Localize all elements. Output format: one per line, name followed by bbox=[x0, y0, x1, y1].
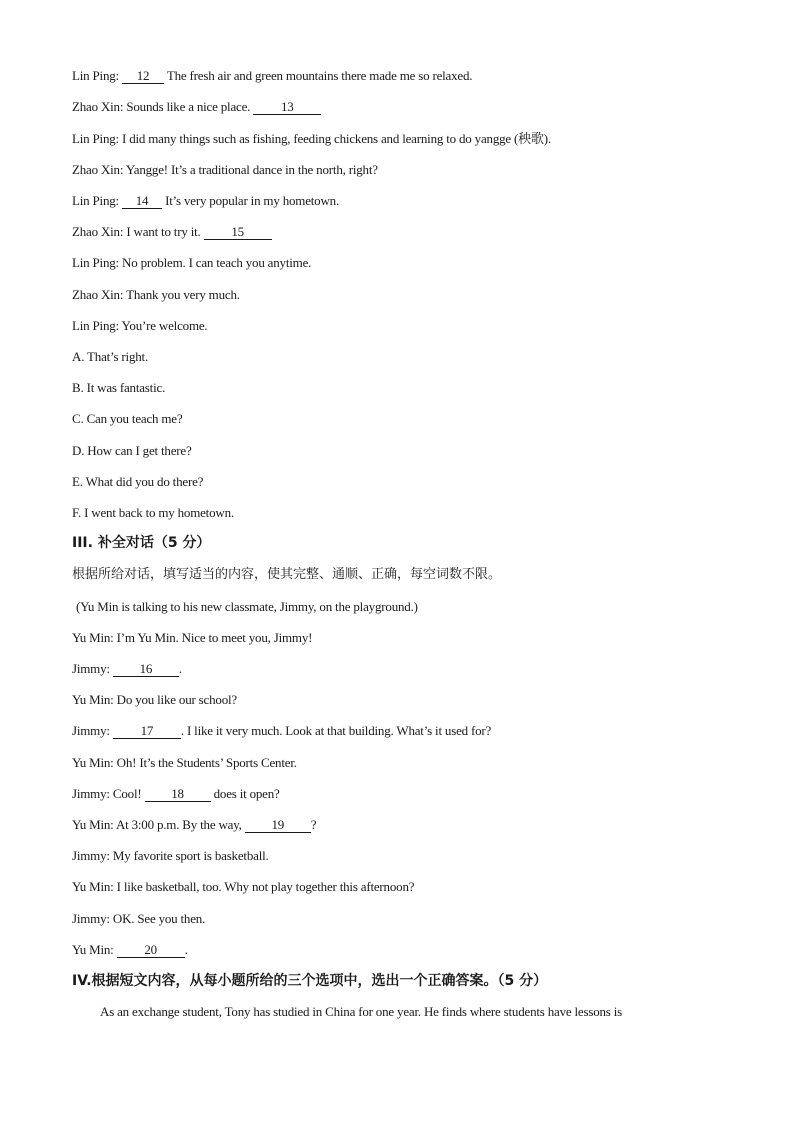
section-3-title: III. 补全对话（5 分） bbox=[72, 535, 211, 551]
blank-number: 15 bbox=[231, 224, 244, 239]
speaker: Yu Min: bbox=[72, 879, 114, 894]
line-text: Cool! bbox=[112, 786, 142, 801]
dialogue-context: (Yu Min is talking to his new classmate, Jimmy, on the playground.) bbox=[76, 599, 418, 614]
line-text: I did many things such as fishing, feeding chickens and learning to do yangge (秧歌). bbox=[122, 131, 551, 146]
speaker: Jimmy: bbox=[72, 661, 110, 676]
dialogue-line bbox=[72, 318, 207, 334]
speaker: Lin Ping: bbox=[72, 255, 119, 270]
answer-blank bbox=[204, 225, 272, 240]
blank-number: 17 bbox=[140, 723, 154, 738]
line-text: Oh! It’s the Students’ Sports Center. bbox=[116, 755, 297, 770]
line-text: You’re welcome. bbox=[121, 318, 208, 333]
option-c: C. Can you teach me? bbox=[72, 411, 183, 426]
answer-blank bbox=[113, 662, 179, 677]
line-text: Thank you very much. bbox=[126, 287, 240, 302]
dialogue-line bbox=[72, 630, 312, 646]
dialogue-line bbox=[72, 162, 378, 178]
speaker: Zhao Xin: bbox=[72, 287, 124, 302]
dialogue-line bbox=[72, 99, 321, 115]
answer-blank bbox=[122, 69, 164, 84]
line-text: No problem. I can teach you anytime. bbox=[122, 255, 312, 270]
answer-blank bbox=[113, 724, 181, 739]
dialogue-line bbox=[72, 942, 188, 958]
speaker: Zhao Xin: bbox=[72, 162, 124, 177]
line-text: OK. See you then. bbox=[112, 911, 206, 926]
dialogue-line bbox=[72, 786, 280, 802]
speaker: Yu Min: bbox=[72, 755, 114, 770]
answer-blank bbox=[253, 100, 321, 115]
speaker: Jimmy: bbox=[72, 723, 110, 738]
line-text: It’s very popular in my hometown. bbox=[165, 193, 340, 208]
dialogue-line bbox=[72, 692, 237, 708]
dialogue-line bbox=[72, 661, 182, 677]
speaker: Lin Ping: bbox=[72, 68, 119, 83]
blank-number: 16 bbox=[139, 661, 153, 676]
speaker: Yu Min: bbox=[72, 630, 114, 645]
dialogue-line bbox=[72, 723, 491, 739]
section-3-instruction: 根据所给对话，填写适当的内容，使其完整、通顺、正确，每空词数不限。 bbox=[72, 567, 502, 582]
blank-number: 13 bbox=[280, 99, 294, 114]
dialogue-line bbox=[72, 817, 316, 833]
section-4-title: IV.根据短文内容，从每小题所给的三个选项中，选出一个正确答案。（5 分） bbox=[72, 973, 548, 989]
line-text: ? bbox=[310, 817, 317, 832]
passage-paragraph: As an exchange student, Tony has studied in China for one year. He finds where students have lessons is bbox=[100, 1004, 622, 1019]
option-f: F. I went back to my hometown. bbox=[72, 505, 234, 520]
dialogue-line bbox=[72, 879, 414, 895]
dialogue-line bbox=[72, 755, 297, 771]
blank-number: 20 bbox=[144, 942, 157, 957]
line-text: . bbox=[178, 661, 182, 676]
option-d: D. How can I get there? bbox=[72, 443, 192, 458]
dialogue-line bbox=[72, 911, 205, 927]
line-text: The fresh air and green mountains there made me so relaxed. bbox=[166, 68, 473, 83]
line-text: . I like it very much. Look at that building. What’s it used for? bbox=[180, 723, 492, 738]
blank-number: 12 bbox=[136, 68, 150, 83]
line-text: Sounds like a nice place. bbox=[126, 99, 251, 114]
speaker: Zhao Xin: bbox=[72, 99, 124, 114]
dialogue-line bbox=[72, 255, 311, 271]
dialogue-line bbox=[72, 68, 472, 84]
dialogue-line bbox=[72, 287, 240, 303]
speaker: Jimmy: bbox=[72, 848, 110, 863]
line-text: I’m Yu Min. Nice to meet you, Jimmy! bbox=[116, 630, 313, 645]
line-text: Yangge! It’s a traditional dance in the north, right? bbox=[125, 162, 378, 177]
line-text: My favorite sport is basketball. bbox=[112, 848, 269, 863]
dialogue-line bbox=[72, 224, 272, 240]
line-text: At 3:00 p.m. By the way, bbox=[115, 817, 242, 832]
line-text: Do you like our school? bbox=[116, 692, 237, 707]
speaker: Zhao Xin: bbox=[72, 224, 124, 239]
line-text: I want to try it. bbox=[126, 224, 201, 239]
blank-number: 14 bbox=[135, 193, 149, 208]
speaker: Lin Ping: bbox=[72, 193, 119, 208]
speaker: Lin Ping: bbox=[72, 318, 119, 333]
option-e: E. What did you do there? bbox=[72, 474, 204, 489]
line-text: . bbox=[184, 942, 188, 957]
dialogue-line bbox=[72, 848, 269, 864]
line-text: I like basketball, too. Why not play together this afternoon? bbox=[116, 879, 415, 894]
speaker: Jimmy: bbox=[72, 786, 110, 801]
blank-number: 18 bbox=[171, 786, 184, 801]
speaker: Jimmy: bbox=[72, 911, 110, 926]
line-text: does it open? bbox=[213, 786, 280, 801]
speaker: Yu Min: bbox=[72, 692, 114, 707]
speaker: Yu Min: bbox=[72, 942, 114, 957]
answer-blank bbox=[117, 943, 185, 958]
dialogue-line bbox=[72, 193, 339, 209]
option-a: A. That’s right. bbox=[72, 349, 148, 364]
speaker: Lin Ping: bbox=[72, 131, 119, 146]
speaker: Yu Min: bbox=[72, 817, 114, 832]
dialogue-line bbox=[72, 131, 551, 147]
answer-blank bbox=[145, 787, 211, 802]
option-b: B. It was fantastic. bbox=[72, 380, 166, 395]
blank-number: 19 bbox=[271, 817, 285, 832]
answer-blank bbox=[245, 818, 311, 833]
answer-blank bbox=[122, 194, 162, 209]
